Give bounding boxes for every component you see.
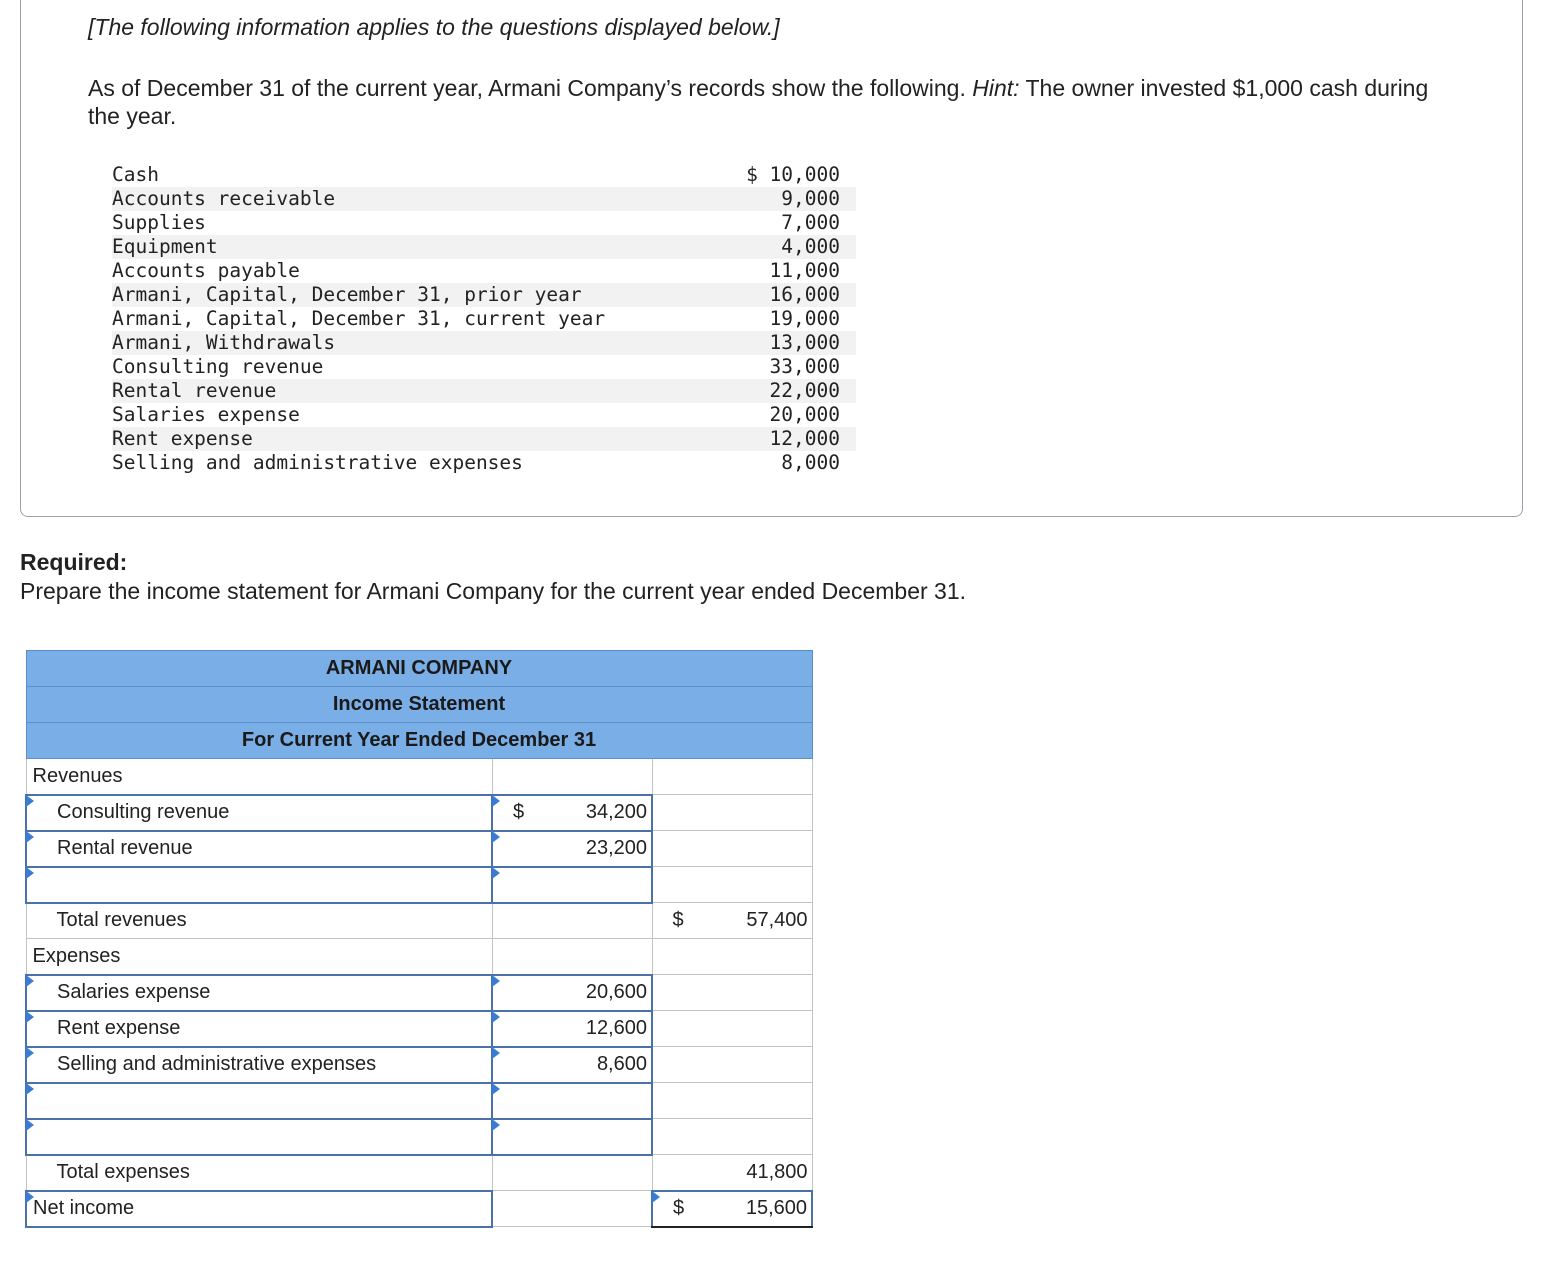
revenue-label-input[interactable] <box>26 867 492 903</box>
expenses-heading: Expenses <box>26 939 492 975</box>
input-flag-icon <box>652 1191 660 1203</box>
total-expenses-row <box>26 1155 812 1191</box>
expense-amount-input[interactable] <box>492 1119 652 1155</box>
expense-amount-input[interactable]: 12,600 <box>492 1011 652 1047</box>
expense-label-input[interactable] <box>26 1119 492 1155</box>
table-row <box>26 1011 812 1047</box>
table-row <box>26 831 812 867</box>
input-flag-icon <box>26 831 34 843</box>
revenues-heading: Revenues <box>26 759 492 795</box>
record-label: Armani, Capital, December 31, current year <box>112 307 606 330</box>
record-label: Supplies <box>112 211 206 234</box>
record-row <box>112 187 856 211</box>
required-section <box>20 548 966 606</box>
input-flag-icon <box>492 1047 500 1059</box>
expense-label-input[interactable]: Rent expense <box>26 1011 492 1047</box>
table-row <box>26 867 812 903</box>
required-text: Prepare the income statement for Armani Company for the current year ended December 31. <box>20 578 967 604</box>
record-row <box>112 427 856 451</box>
record-label: Consulting revenue <box>112 355 324 378</box>
input-flag-icon <box>26 975 34 987</box>
total-expenses-amount: 41,800 <box>652 1155 812 1191</box>
input-flag-icon <box>26 795 34 807</box>
hint-label: Hint: <box>972 75 1020 101</box>
record-row <box>112 163 856 187</box>
expense-amount-input[interactable]: 20,600 <box>492 975 652 1011</box>
total-revenues-row <box>26 903 812 939</box>
info-text-start: As of December 31 of the current year, Armani Company’s records show the following. <box>88 75 973 101</box>
revenue-label-input[interactable]: Consulting revenue <box>26 795 492 831</box>
record-value: 20,000 <box>769 403 840 426</box>
input-flag-icon <box>492 795 500 807</box>
company-name: ARMANI COMPANY <box>26 651 812 687</box>
total-revenues-amount: $ 57,400 <box>652 903 812 939</box>
record-value: 12,000 <box>769 427 840 450</box>
record-label: Armani, Capital, December 31, prior year <box>112 283 582 306</box>
record-row <box>112 307 856 331</box>
info-paragraph <box>88 74 1448 130</box>
record-label: Equipment <box>112 235 218 258</box>
input-flag-icon <box>26 1191 34 1203</box>
record-label: Cash <box>112 163 159 186</box>
required-heading: Required: <box>20 549 128 575</box>
expense-amount-input[interactable] <box>492 1083 652 1119</box>
input-flag-icon <box>26 1047 34 1059</box>
input-flag-icon <box>26 867 34 879</box>
statement-period: For Current Year Ended December 31 <box>26 723 812 759</box>
table-row <box>26 795 812 831</box>
record-label: Rental revenue <box>112 379 277 402</box>
record-value: 7,000 <box>781 211 840 234</box>
record-value: 22,000 <box>769 379 840 402</box>
expense-label-input[interactable]: Salaries expense <box>26 975 492 1011</box>
revenue-amount-input[interactable]: 23,200 <box>492 831 652 867</box>
record-label: Selling and administrative expenses <box>112 451 523 474</box>
total-expenses-label: Total expenses <box>26 1155 492 1191</box>
account-records-list <box>112 163 856 475</box>
record-label: Armani, Withdrawals <box>112 331 336 354</box>
record-row <box>112 259 856 283</box>
record-value: 11,000 <box>769 259 840 282</box>
net-income-amount-input[interactable]: $ 15,600 <box>652 1191 812 1227</box>
revenue-label-input[interactable]: Rental revenue <box>26 831 492 867</box>
input-flag-icon <box>492 1083 500 1095</box>
input-flag-icon <box>492 1011 500 1023</box>
record-value: 4,000 <box>781 235 840 258</box>
record-row <box>112 283 856 307</box>
record-row <box>112 355 856 379</box>
input-flag-icon <box>492 867 500 879</box>
record-value: 13,000 <box>769 331 840 354</box>
input-flag-icon <box>26 1119 34 1131</box>
info-text-end: The owner invested $1,000 cash during the year. <box>88 75 1429 129</box>
header-row <box>26 723 812 759</box>
table-row <box>26 1047 812 1083</box>
expense-label-input[interactable]: Selling and administrative expenses <box>26 1047 492 1083</box>
record-row <box>112 451 856 475</box>
record-value: 8,000 <box>781 451 840 474</box>
record-row <box>112 331 856 355</box>
input-flag-icon <box>26 1011 34 1023</box>
revenue-amount-input[interactable] <box>492 867 652 903</box>
record-row <box>112 235 856 259</box>
input-flag-icon <box>492 831 500 843</box>
input-flag-icon <box>26 1083 34 1095</box>
record-label: Accounts receivable <box>112 187 336 210</box>
input-flag-icon <box>492 975 500 987</box>
record-label: Rent expense <box>112 427 253 450</box>
table-row <box>26 975 812 1011</box>
record-value: 33,000 <box>769 355 840 378</box>
record-row <box>112 379 856 403</box>
record-value: 9,000 <box>781 187 840 210</box>
record-value: $ 10,000 <box>746 163 840 186</box>
statement-title: Income Statement <box>26 687 812 723</box>
header-row <box>26 687 812 723</box>
record-label: Salaries expense <box>112 403 300 426</box>
record-value: 16,000 <box>769 283 840 306</box>
table-row <box>26 1083 812 1119</box>
net-income-row <box>26 1191 812 1227</box>
record-row <box>112 403 856 427</box>
expense-amount-input[interactable]: 8,600 <box>492 1047 652 1083</box>
info-note: [The following information applies to the questions displayed below.] <box>88 14 780 40</box>
input-flag-icon <box>492 1119 500 1131</box>
record-value: 19,000 <box>769 307 840 330</box>
section-row-revenues <box>26 759 812 795</box>
revenue-amount-input[interactable]: $ 34,200 <box>492 795 652 831</box>
record-row <box>112 211 856 235</box>
income-statement-table <box>25 650 813 1228</box>
record-label: Accounts payable <box>112 259 300 282</box>
section-row-expenses <box>26 939 812 975</box>
net-income-label-input[interactable]: Net income <box>26 1191 492 1227</box>
expense-label-input[interactable] <box>26 1083 492 1119</box>
total-revenues-label: Total revenues <box>26 903 492 939</box>
header-row <box>26 651 812 687</box>
table-row <box>26 1119 812 1155</box>
